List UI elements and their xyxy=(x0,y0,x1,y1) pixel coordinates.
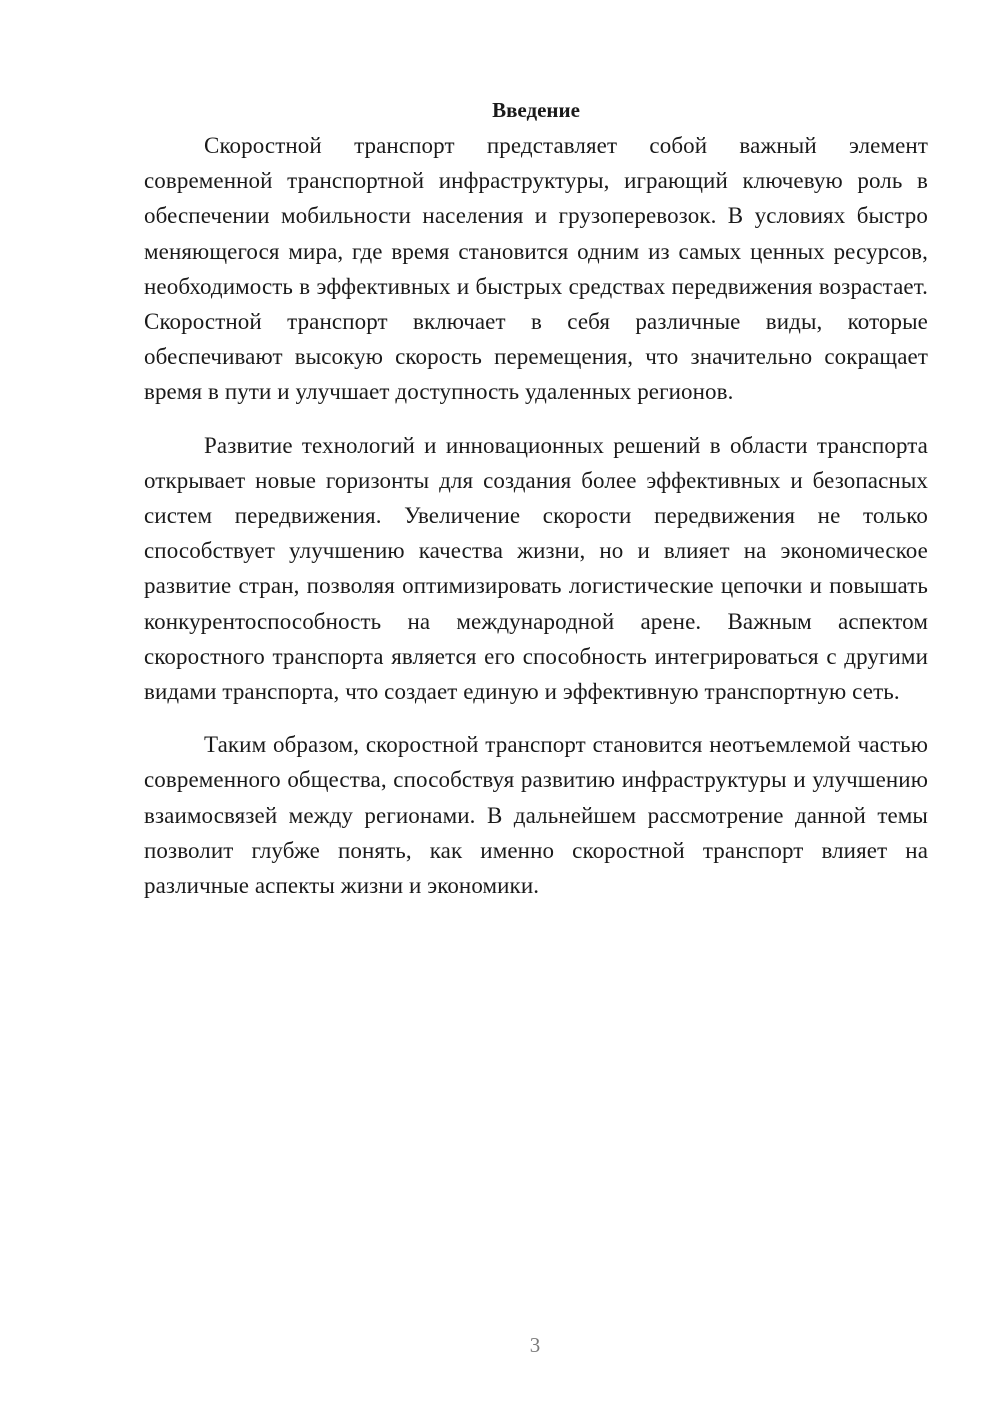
paragraph-2: Развитие технологий и инновационных решений в области транспорта открывает новые горизонты для создания более эффективных и безопасных систем передвижения. Увеличение скорости передвижения не только способствует улучшению качества жизни, но и влияет на экономическое развитие стран, позволяя оптимизировать логистические цепочки и повышать конкурентоспособность на международной арене. Важным аспектом скоростного транспорта является его способность интегрироваться с другими видами транспорта, что создает единую и эффективную транспортную сеть. xyxy=(144,432,928,705)
page-content xyxy=(144,92,928,921)
paragraph-1: Скоростной транспорт представляет собой важный элемент современной транспортной инфраструктуры, играющий ключевую роль в обеспечении мобильности населения и грузоперевозок. В условиях быстро меняющегося мира, где время становится одним из самых ценных ресурсов, необходимость в эффективных и быстрых средствах передвижения возрастает. Скоростной транспорт включает в себя различные виды, которые обеспечивают высокую скорость перемещения, что значительно сокращает время в пути и улучшает доступность удаленных регионов. xyxy=(144,133,928,405)
paragraph-3: Таким образом, скоростной транспорт становится неотъемлемой частью современного общества, способствуя развитию инфраструктуры и улучшению взаимосвязей между регионами. В дальнейшем рассмотрение данной темы позволит глубже понять, как именно скоростной транспорт влияет на различные аспекты жизни и экономики. xyxy=(144,732,928,899)
page-number: 3 xyxy=(529,1333,541,1357)
section-title: Введение xyxy=(492,98,580,122)
